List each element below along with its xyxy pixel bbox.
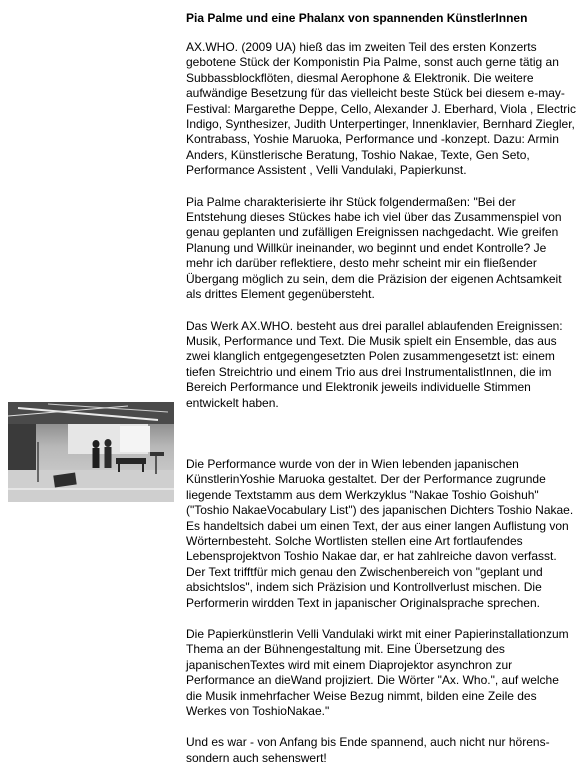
article-paragraph: Die Performance wurde von der in Wien lebenden japanischen KünstlerinYoshie Maruoka gestaltet. Der der Performance zugrunde liegende Textstamm aus dem Werkzyklus "Nakae Toshio Goishuh" ("Toshio NakaeVocabulary List") des japanischen Dichters Toshio Nakae. Es handeltsich dabei um einen Text, der aus einer langen Auflistung von Wörternbesteht. Solche Wortlisten stellen eine Art fortlaufendes Lebensprojektvon Toshio Nakae dar, er hat zahlreiche davon verfasst. Der Text trifftfür mich genau den Zwischenbereich von "geplant und absichtslos", indem sich Präzision und Kontrollverlust mischen. Die Performerin wirdden Text in japanischer Originalsprache sprechen. — [186, 456, 574, 610]
article — [186, 10, 576, 782]
article-paragraph: Das Werk AX.WHO. besteht aus drei parallel ablaufenden Ereignissen: Musik, Performance und Text. Die Musik spielt ein Ensemble, das aus zwei klanglich entgegengesetzten Polen zusammengesetzt ist: einem tiefen Streichtrio und einem Trio aus drei InstrumentalistInnen, die im Bereich Performance und Elektronik jeweils individuelle Stimmen entwickelt haben. — [186, 318, 563, 410]
article-paragraph: Die Papierkünstlerin Velli Vandulaki wirkt mit einer Papierinstallationzum Thema an der Bühnengestaltung mit. Eine Übersetzung des japanischenTextes wird mit einem Diaprojektor asynchron zur Performance an dieWand projiziert. Die Wörter "Ax. Who.", auf welche die Musik inmehrfacher Weise Bezug nimmt, bilden eine Zeile des Werkes von ToshioNakae." — [186, 627, 569, 719]
article-headline: Pia Palme und eine Phalanx von spannenden KünstlerInnen — [186, 11, 528, 25]
stage-performance-photo-icon — [8, 402, 174, 502]
article-paragraph: Und es war - von Anfang bis Ende spannend, auch nicht nur hörens- sondern auch sehenswert! — [186, 735, 550, 765]
article-paragraph: Pia Palme charakterisierte ihr Stück folgendermaßen: "Bei der Entstehung dieses Stückes habe ich viel über das Zusammenspiel von genau geplanten und zufälligen Ereignissen nachgedacht. Wie greifen Planung und Willkür ineinander, wo beginnt und endet Kontrolle? Je mehr ich darüber reflektiere, desto mehr scheint mir ein fließender Übergang möglich zu sein, dem die Präzision der eigenen Achtsamkeit als drittes Element gegenübersteht. — [186, 194, 562, 302]
article-paragraph: AX.WHO. (2009 UA) hieß das im zweiten Teil des ersten Konzerts gebotene Stück der Komponistin Pia Palme, sonst auch gerne tätig an Subbassblockflöten, diesmal Aerophone & Elektronik. Die weitere aufwändige Besetzung für das vielleicht beste Stück bei diesem e-may-Festival: Margarethe Deppe, Cello, Alexander J. Eberhard, Viola , Electric Indigo, Synthesizer, Judith Unterpertinger, Innenklavier, Bernhard Ziegler, Kontrabass, Yoshie Maruoka, Performance und -konzept. Dazu: Armin Anders, Künstlerische Beratung, Toshio Nakae, Texte, Gen Seto, Performance Assistent , Velli Vandulaki, Papierkunst. — [186, 40, 576, 178]
section-spacer — [186, 427, 576, 457]
performance-photo — [8, 402, 174, 502]
